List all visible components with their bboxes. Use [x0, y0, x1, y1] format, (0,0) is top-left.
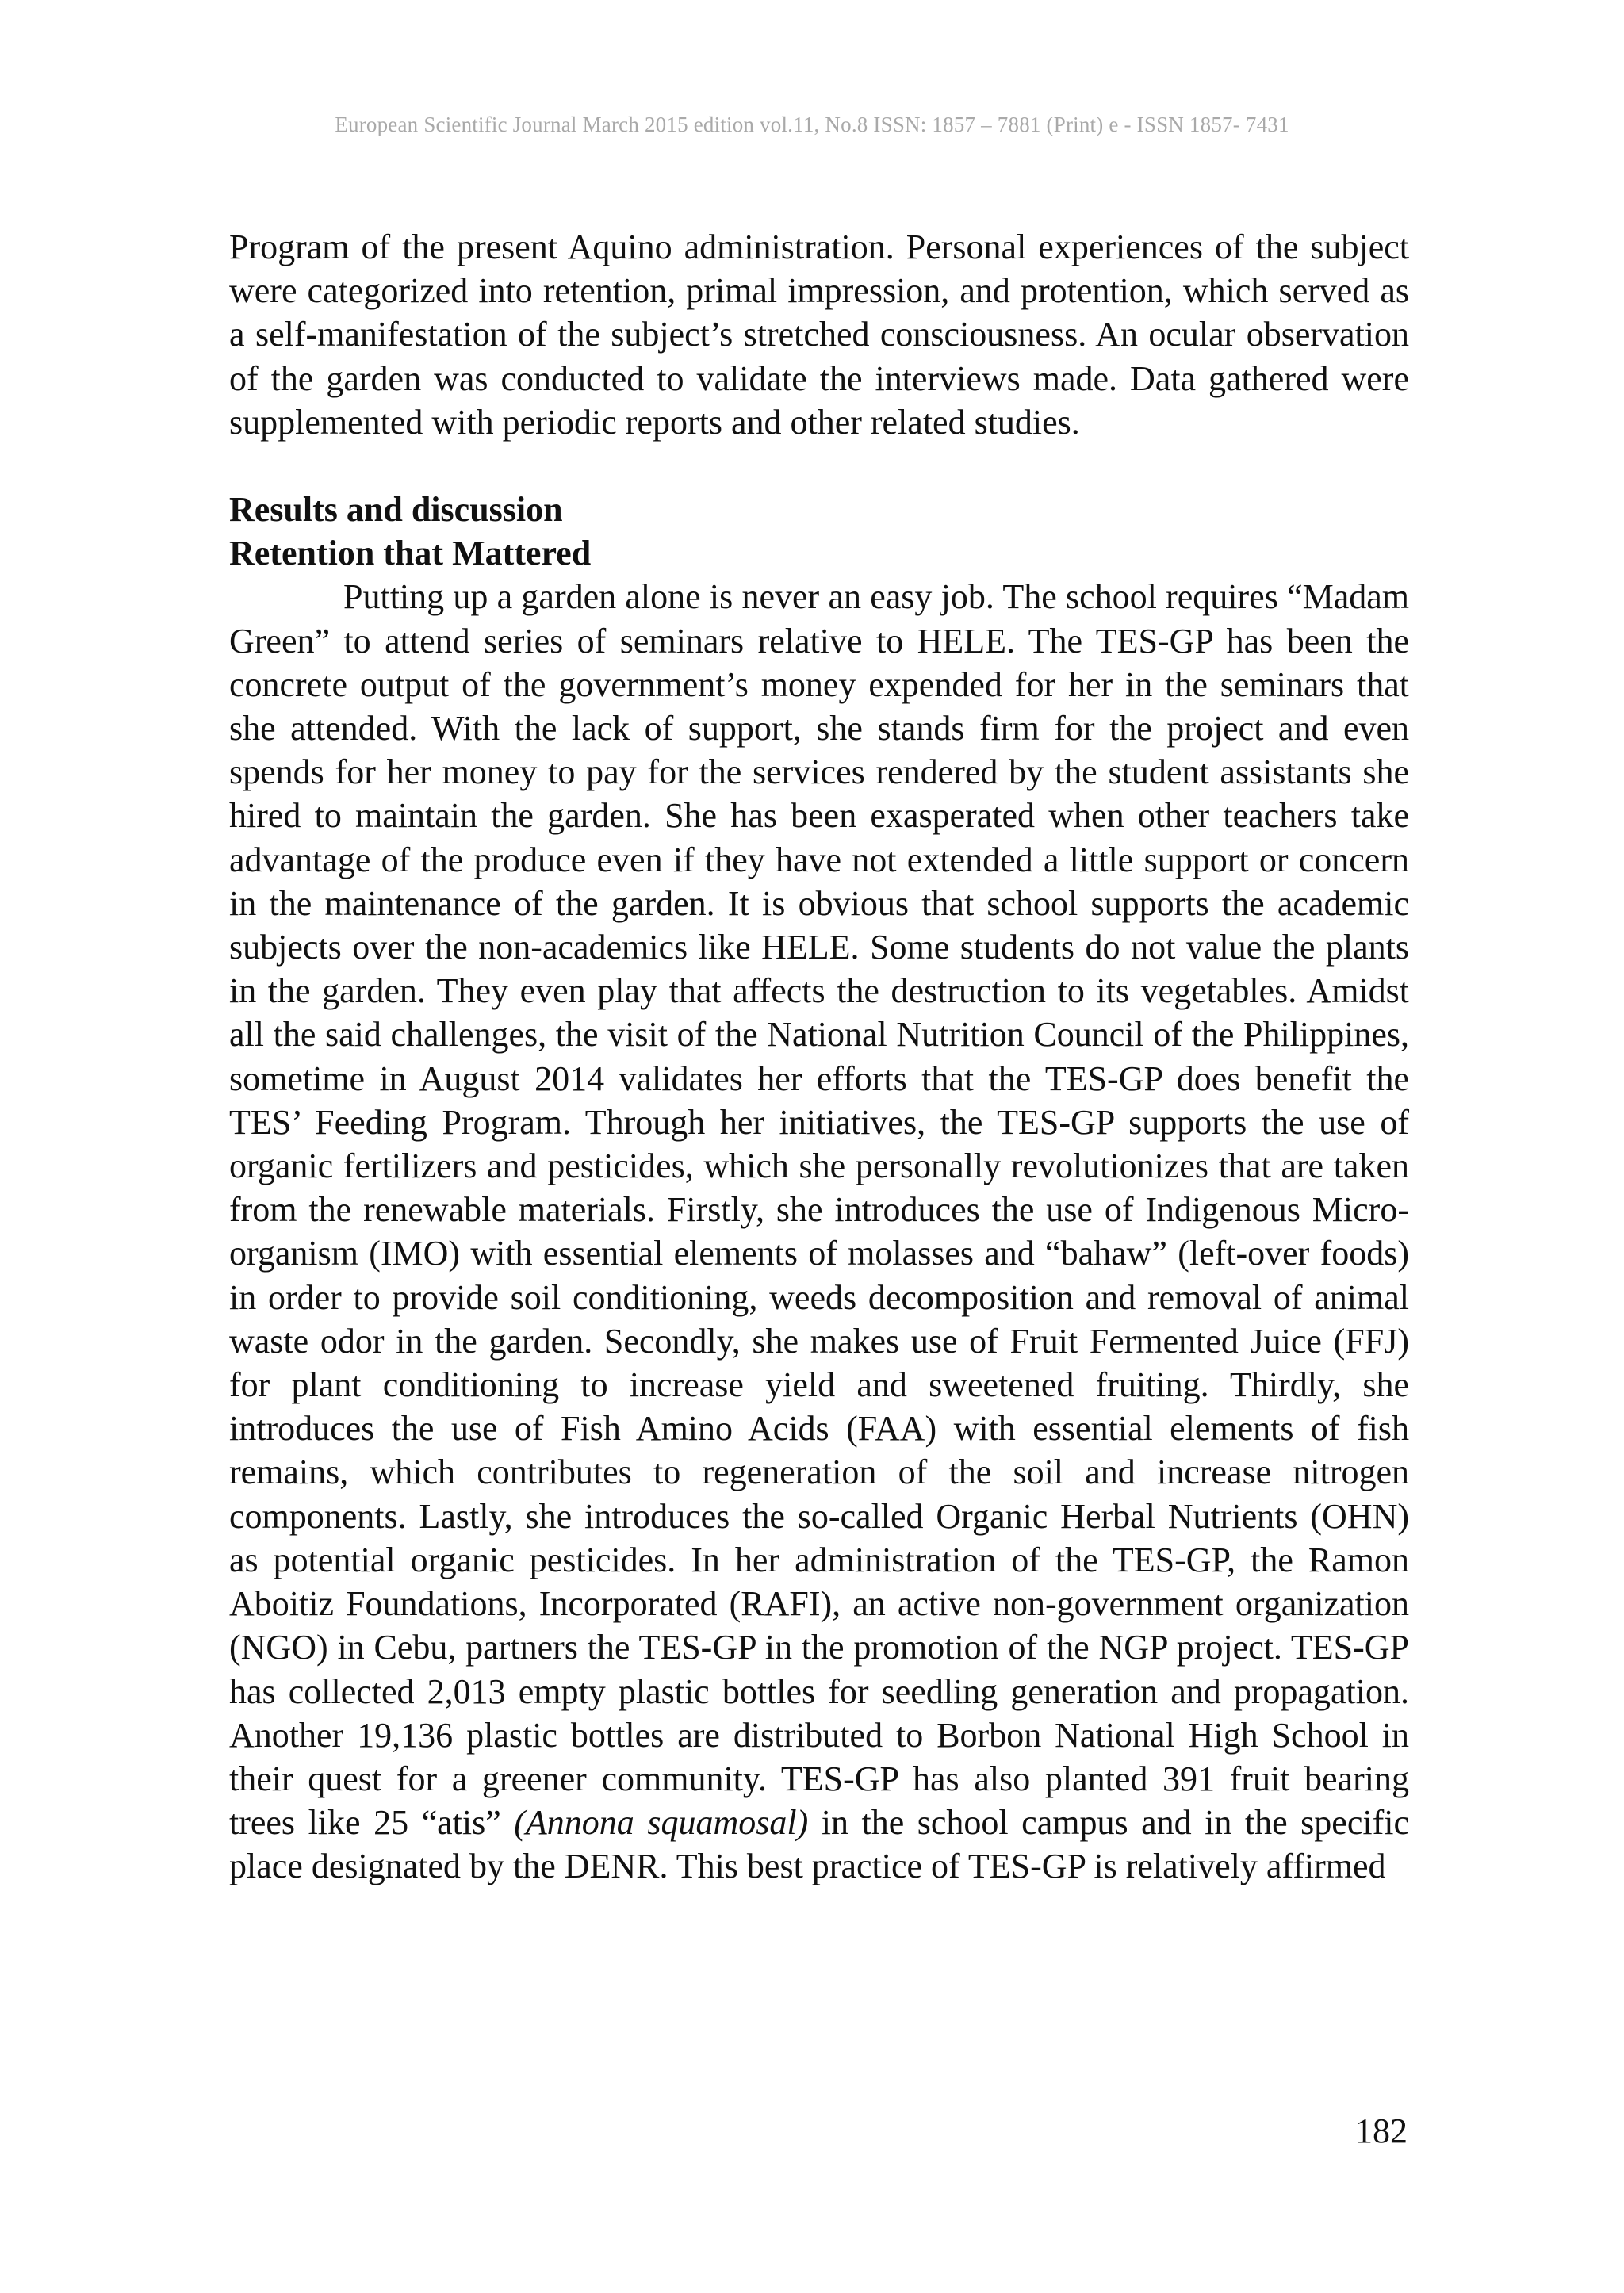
intro-paragraph: Program of the present Aquino administration. Personal experiences of the subject were categorized into retention, primal impression, and protention, which served as a self-manifestation of the subject’s stretched consciousness. An ocular observation of the garden was conducted to validate the interviews made. Data gathered were supplemented with periodic reports and other related studies. — [229, 228, 1409, 442]
main-paragraph-text-start: Putting up a garden alone is never an easy job. The school requires “Madam Green” to attend series of seminars relative to HELE. The TES-GP has been the concrete output of the government’s money expended for her in the seminars that she attended. With the lack of support, she stands firm for the project and even spends for her money to pay for the services rendered by the student assistants she hired to maintain the garden. She has been exasperated when other teachers take advantage of the produce even if they have not extended a little support or concern in the maintenance of the garden. It is obvious that school supports the academic subjects over the non-academics like HELE. Some students do not value the plants in the garden. They even play that affects the destruction to its vegetables. Amidst all the said challenges, the visit of the National Nutrition Council of the Philippines, sometime in August 2014 validates her efforts that the TES-GP does benefit the TES’ Feeding Program. Through her initiatives, the TES-GP supports the use of organic fertilizers and pesticides, which she personally revolutionizes that are taken from the renewable materials. Firstly, she introduces the use of Indigenous Micro-organism (IMO) with essential elements of molasses and “bahaw” (left-over foods) in order to provide soil conditioning, weeds decomposition and removal of animal waste odor in the garden. Secondly, she makes use of Fruit Fermented Juice (FFJ) for plant conditioning to increase yield and sweetened fruiting. Thirdly, she introduces the use of Fish Amino Acids (FAA) with essential elements of fish remains, which contributes to regeneration of the soil and increase nitrogen components. Lastly, she introduces the so-called Organic Herbal Nutrients (OHN) as potential organic pesticides. In her administration of the TES-GP, the Ramon Aboitiz Foundations, Incorporated (RAFI), an active non-government organization (NGO) in Cebu, partners the TES-GP in the promotion of the NGP project. TES-GP has collected 2,013 empty plastic bottles for seedling generation and propagation. Another 19,136 plastic bottles are distributed to Borbon National High School in their quest for a greener community. TES-GP has also planted 391 fruit bearing trees like 25 “atis” — [229, 577, 1409, 1843]
page-body — [229, 225, 1409, 1889]
species-name: (Annona squamosal) — [514, 1803, 809, 1843]
paragraph-spacer — [229, 444, 1409, 488]
running-header: European Scientific Journal March 2015 edition vol.11, No.8 ISSN: 1857 – 7881 (Print) e - ISSN 1857- 7431 — [335, 113, 1289, 136]
main-paragraph-text-end: in the school campus and in the specific place designated by the DENR. This best practice of TES-GP is relatively affirmed — [229, 1803, 1409, 1886]
section-heading: Results and discussion — [229, 490, 563, 530]
page-number: 182 — [1355, 2111, 1408, 2150]
main-paragraph — [229, 575, 1409, 1888]
subsection-heading: Retention that Mattered — [229, 534, 592, 573]
